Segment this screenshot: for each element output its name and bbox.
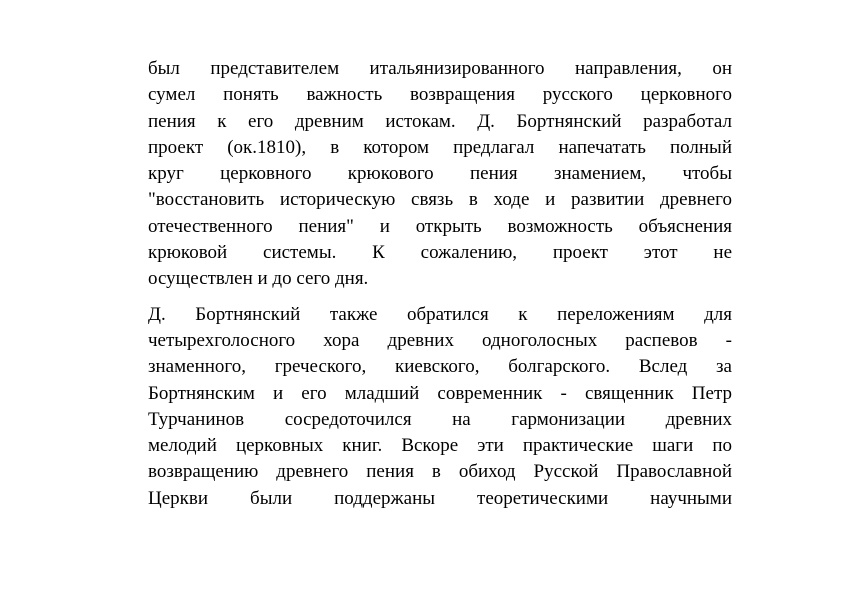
text-line: круг церковного крюкового пения знамением, чтобы	[148, 163, 732, 185]
text-line: "восстановить историческую связь в ходе и развитии древнего	[148, 189, 732, 211]
text-line: отечественного пения" и открыть возможность объяснения	[148, 215, 732, 237]
text-line: Турчанинов сосредоточился на гармонизации древних	[148, 408, 732, 430]
text-line: Д. Бортнянский также обратился к переложениям для	[148, 303, 732, 325]
text-line: мелодий церковных книг. Вскоре эти практические шаги по	[148, 435, 732, 457]
text-line: проект (ок.1810), в котором предлагал напечатать полный	[148, 136, 732, 158]
text-line: Церкви были поддержаны теоретическими научными	[148, 487, 732, 509]
text-line: возвращению древнего пения в обиход Русской Православной	[148, 461, 732, 483]
text-line: Бортнянским и его младший современник - священник Петр	[148, 382, 732, 404]
text-line: сумел понять важность возвращения русского церковного	[148, 84, 732, 106]
paragraph-1	[148, 56, 732, 293]
body-text	[148, 56, 732, 512]
text-line: был представителем итальянизированного направления, он	[148, 58, 732, 79]
text-line: крюковой системы. К сожалению, проект этот не	[148, 242, 732, 264]
text-line: четырехголосного хора древних одноголосных распевов -	[148, 329, 732, 351]
text-line: знаменного, греческого, киевского, болгарского. Вслед за	[148, 356, 732, 378]
text-line: пения к его древним истокам. Д. Бортнянский разработал	[148, 110, 732, 132]
text-line: осуществлен и до сего дня.	[148, 268, 369, 290]
paragraph-2	[148, 302, 732, 512]
